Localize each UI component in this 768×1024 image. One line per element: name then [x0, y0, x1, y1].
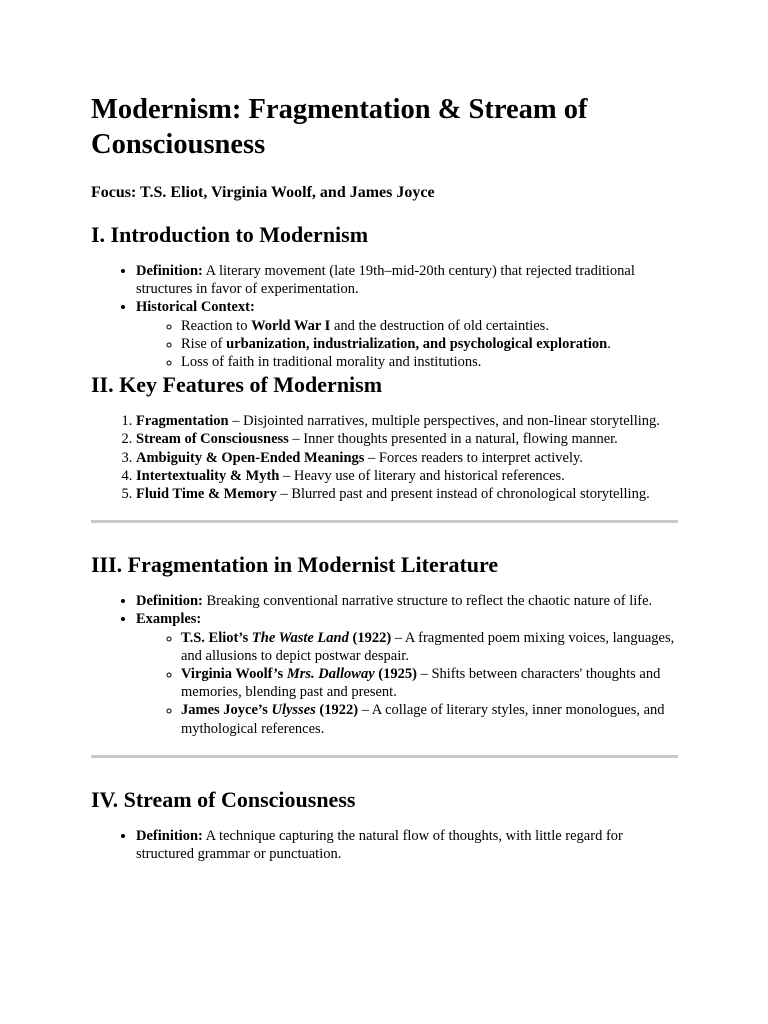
list-item: • Examples: ◦ T.S. Eliot’s The Waste Land (1922) – A fragmented poem mixing voices, languages, and allusions to depict postwar despair. ◦ Virginia Woolf’s Mrs. Dalloway (1925) – Shifts between characters' thoughts and memories, blending past and present. ◦ James Joyce’s Ulysses (1922) – A collage of literary styles, inner monologues, and mythological references.: [136, 610, 678, 737]
list-item: • Definition: A literary movement (late 19th–mid-20th century) that rejected traditional structures in favor of experimentation.: [136, 262, 678, 298]
section-divider: [91, 755, 678, 758]
list-item: 4. Intertextuality & Myth – Heavy use of literary and historical references.: [136, 467, 678, 485]
list-item: 3. Ambiguity & Open-Ended Meanings – Forces readers to interpret actively.: [136, 449, 678, 467]
sublist-item: ◦ T.S. Eliot’s The Waste Land (1922) – A fragmented poem mixing voices, languages, and allusions to depict postwar despair.: [181, 629, 678, 665]
list-item: • Definition: Breaking conventional narrative structure to reflect the chaotic nature of life.: [136, 592, 678, 610]
sublist-item: ◦ James Joyce’s Ulysses (1922) – A collage of literary styles, inner monologues, and mythological references.: [181, 701, 678, 737]
section-2-heading: II. Key Features of Modernism: [91, 372, 383, 398]
section-3-list: [91, 592, 678, 738]
page-title: Modernism: Fragmentation & Stream of Consciousness: [91, 94, 588, 160]
focus-line: Focus: T.S. Eliot, Virginia Woolf, and James Joyce: [91, 184, 435, 201]
examples-sublist: [136, 629, 678, 738]
list-item: 5. Fluid Time & Memory – Blurred past and present instead of chronological storytelling.: [136, 485, 678, 503]
section-4-list: [91, 827, 678, 863]
features-list: [91, 412, 678, 503]
sublist-item: ◦ Rise of urbanization, industrialization, and psychological exploration.: [181, 335, 678, 353]
sublist-item: ◦ Virginia Woolf’s Mrs. Dalloway (1925) – Shifts between characters' thoughts and memories, blending past and present.: [181, 665, 678, 701]
section-1-heading: I. Introduction to Modernism: [91, 222, 369, 247]
list-item: 1. Fragmentation – Disjointed narratives, multiple perspectives, and non-linear storytelling.: [136, 412, 678, 430]
list-item: • Definition: A technique capturing the natural flow of thoughts, with little regard for structured grammar or punctuation.: [136, 827, 678, 863]
section-1-list: [91, 262, 678, 371]
context-sublist: [136, 317, 678, 372]
section-4-heading: IV. Stream of Consciousness: [91, 786, 356, 812]
list-item: • Historical Context: ◦ Reaction to World War I and the destruction of old certainties. ◦ Rise of urbanization, industrialization, and psychological exploration. ◦ Loss of faith in traditional morality and institutions.: [136, 298, 678, 371]
sublist-item: ◦ Loss of faith in traditional morality and institutions.: [181, 353, 678, 371]
sublist-item: ◦ Reaction to World War I and the destruction of old certainties.: [181, 317, 678, 335]
list-item: 2. Stream of Consciousness – Inner thoughts presented in a natural, flowing manner.: [136, 430, 678, 448]
section-divider: [91, 520, 678, 523]
section-3-heading: III. Fragmentation in Modernist Literature: [91, 552, 499, 578]
